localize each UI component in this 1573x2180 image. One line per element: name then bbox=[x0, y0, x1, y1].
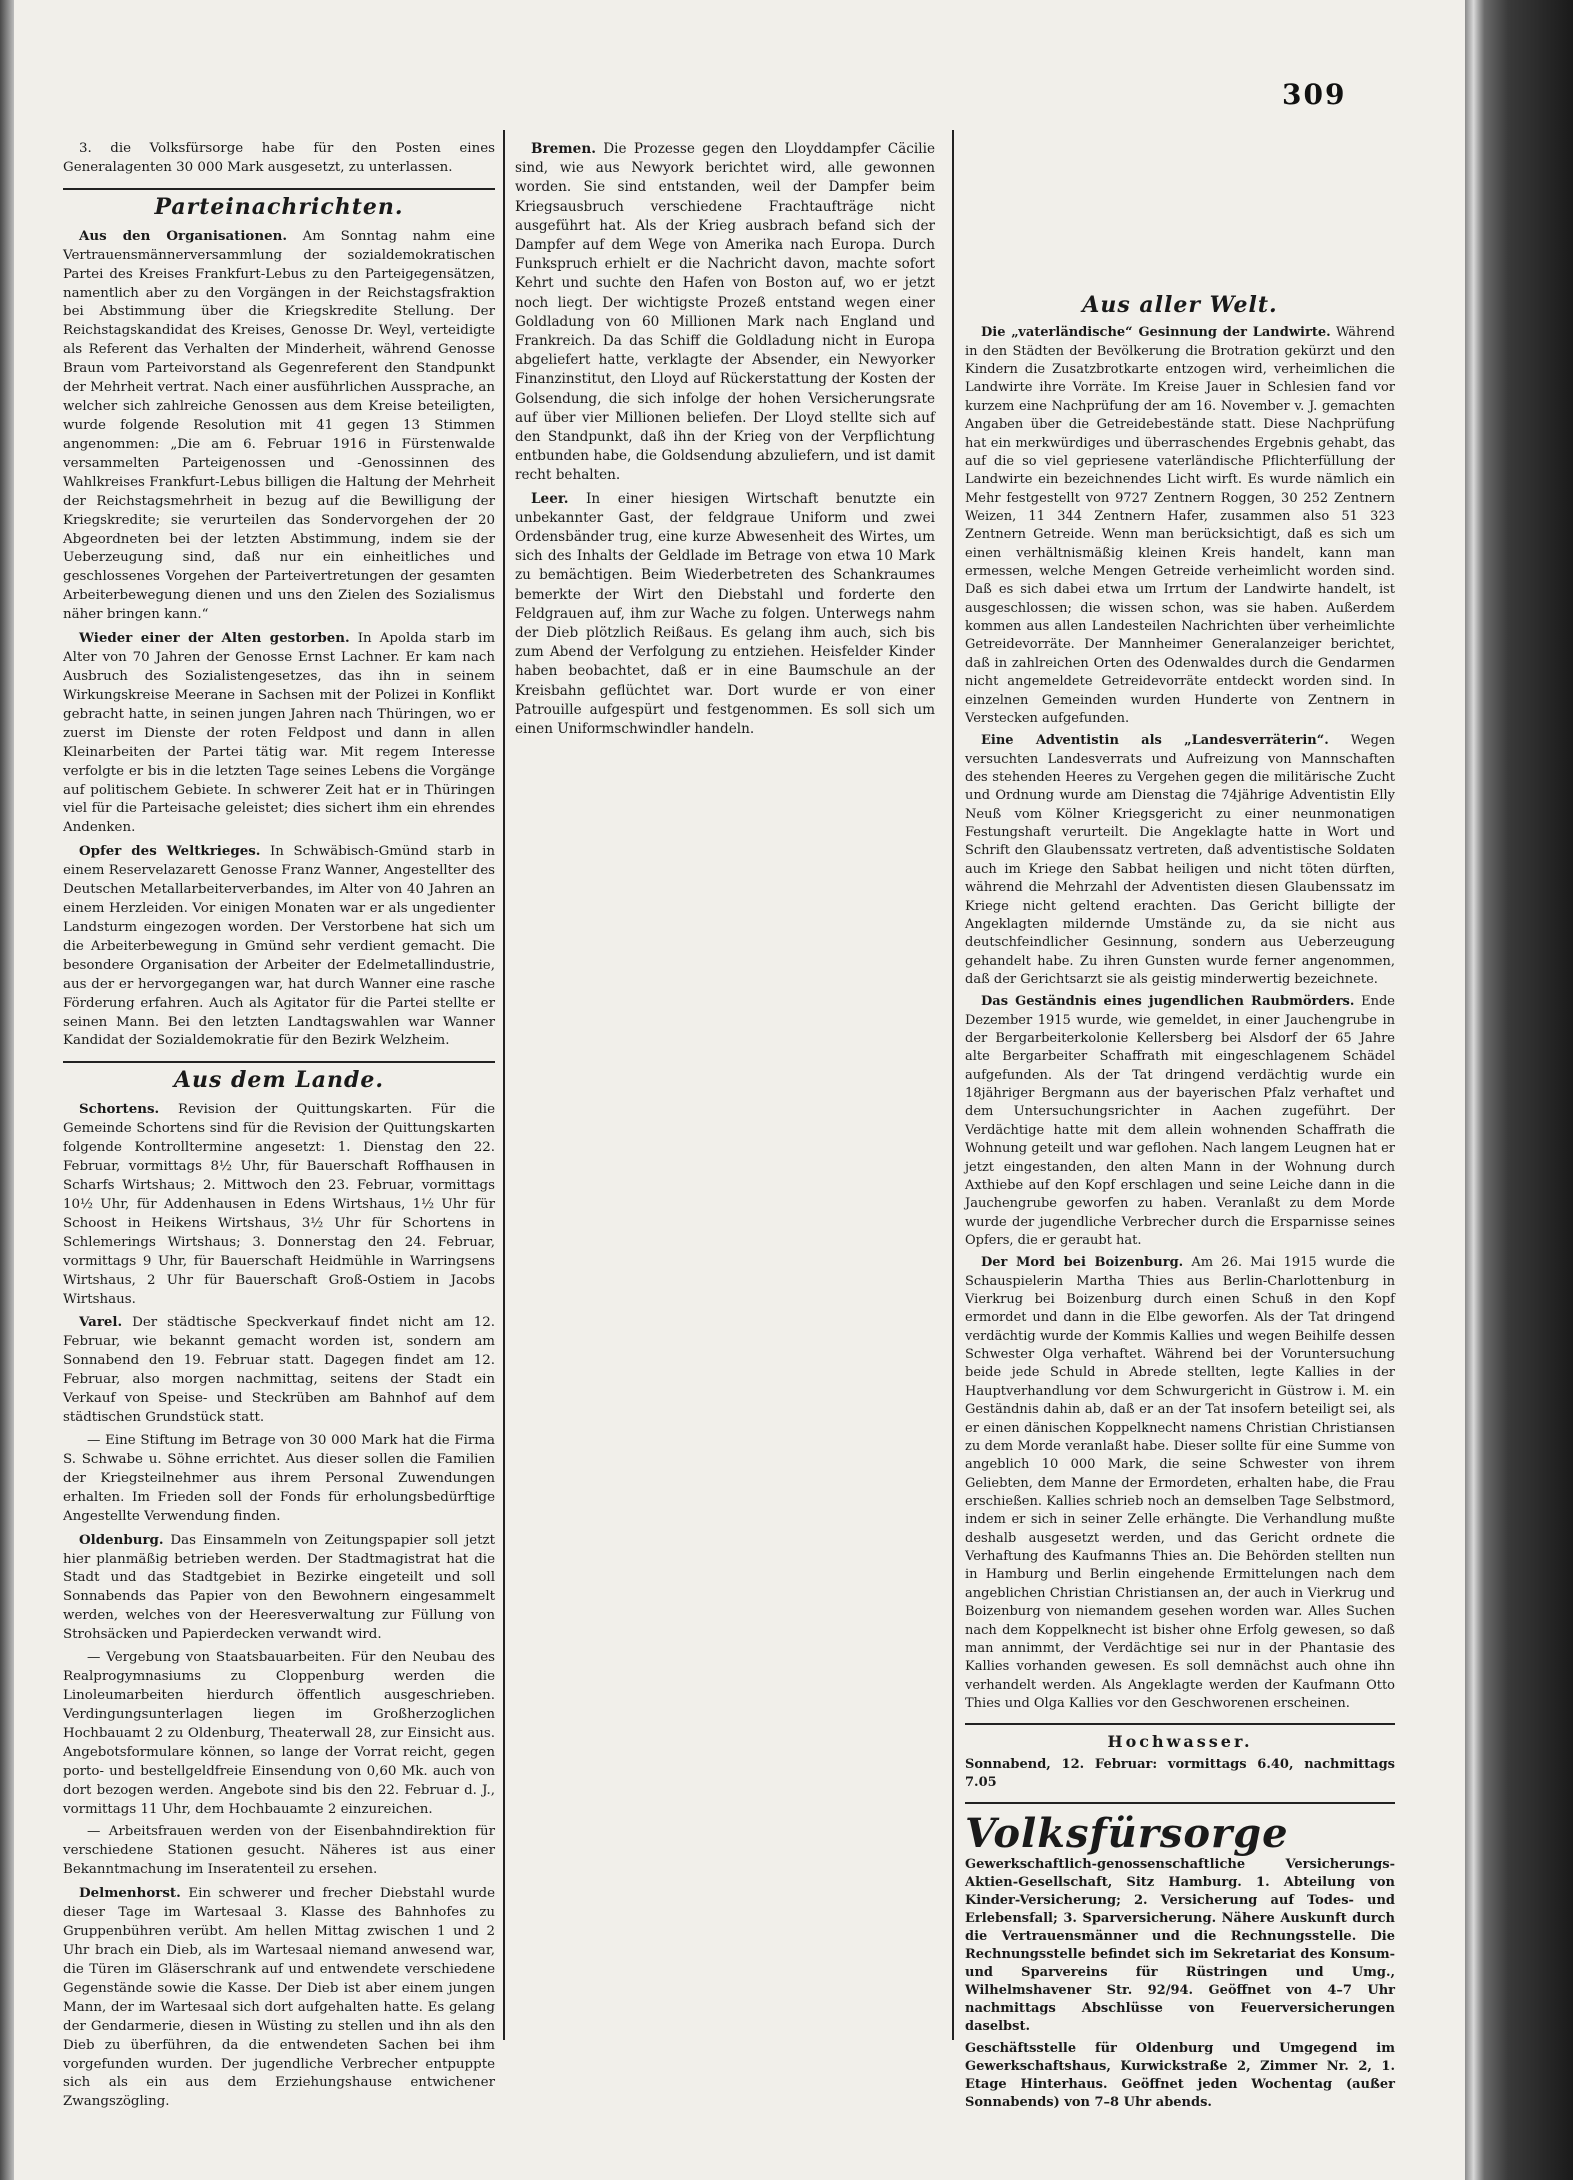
article-lead: Schortens. bbox=[79, 1101, 160, 1118]
article-lead: Eine Adventistin als „Landesverräterin“. bbox=[981, 733, 1329, 749]
article-adventistin bbox=[965, 732, 1395, 989]
page-binding-edge bbox=[0, 0, 14, 2180]
article-lead: Oldenburg. bbox=[79, 1531, 164, 1548]
page-number: 309 bbox=[1282, 78, 1347, 111]
article-staatsbauarbeiten: — Vergebung von Staatsbauarbeiten. Für den Neubau des Realprogymnasiums zu Cloppenburg werden die Linoleumarbeiten hierdurch öffentlich ausgeschrieben. Verdingungsunterlagen liegen im Großherzoglichen Hochbauamt 2 zu Oldenburg, Theaterwall 28, zur Einsicht aus. Angebotsformulare können, so lange der Vorrat reicht, gegen porto- und bestellgeldfreie Einsendung von 0,60 Mk. auch von dort bezogen werden. Angebote sind bis den 22. Februar d. J., vormittags 11 Uhr, dem Hochbauamte 2 einzureichen. bbox=[63, 1650, 495, 1817]
article-mord-boizenburg bbox=[965, 1254, 1395, 1713]
article-body: In Apolda starb im Alter von 70 Jahren der Genosse Ernst Lachner. Er kam nach Ausbruch des Sozialistengesetzes, das ihn in seinem Wirkungskreise Meerane in Sachsen mit der Polizei in Konflikt gebracht hatte, in seinen jungen Jahren nach Thüringen, wo er zuerst im Dienste der roten Feldpost und dann in allen Kleinarbeiten der Partei tätig war. Mit regem Interesse verfolgte er bis in die letzten Tage seines Lebens die Vorgänge auf politischem Gebiete. In schwerer Zeit hat er in Thüringen viel für die Parteisache geleistet; dies sichert ihm ein ehrendes Andenken. bbox=[63, 631, 496, 836]
article-schortens bbox=[63, 1100, 495, 1309]
article-body: In Schwäbisch-Gmünd starb in einem Reservelazarett Genosse Franz Wanner, Angestellter des Deutschen Metallarbeiterverbandes, im Alter von 40 Jahren an einem Herzleiden. Vor einigen Monaten war er als ungedienter Landsturm eingezogen worden. Der Verstorbene hat sich um die Arbeiterbewegung in Gmünd sehr verdient gemacht. Die besondere Organisation der Arbeiter der Edelmetallindustrie, aus der er hervorgegangen war, hat durch Wanner eine rasche Förderung erfahren. Auch als Agitator für die Partei stellte er seinen Mann. Bei den letzten Landtagswahlen war Wanner Kandidat der Sozialdemokratie für den Bezirk Welzheim. bbox=[63, 844, 495, 1049]
article-body: Der städtische Speckverkauf findet nicht am 12. Februar, wie bekannt gemacht worden ist, sondern am Sonnabend den 19. Februar statt. Dagegen findet am 12. Februar, also morgen nachmittag, seitens der Stadt ein Verkauf von Speise- und Steckrüben am Bahnhof auf dem städtischen Grundstück statt. bbox=[63, 1315, 495, 1426]
column-1 bbox=[63, 140, 495, 2116]
hochwasser-title: Hochwasser. bbox=[1107, 1732, 1253, 1752]
article-raubmoerder bbox=[965, 993, 1395, 1250]
article-opfer-weltkrieg bbox=[63, 842, 495, 1051]
divider bbox=[63, 1061, 495, 1063]
ad-brand-logo: Volksfürsorge bbox=[965, 1810, 1289, 1858]
article-body: Die Prozesse gegen den Lloyddampfer Cäcilie sind, wie aus Newyork berichtet wird, alle gewonnen worden. Sie sind entstanden, weil der Dampfer beim Kriegsausbruch verschiedene Frachtaufträge nicht ausgeführt hat. Als der Krieg ausbrach befand sich der Dampfer auf dem Wege von Amerika nach Europa. Durch Funkspruch erhielt er die Nachricht davon, machte sofort Kehrt und suchte den Hafen von Boston auf, wo er jetzt noch liegt. Der wichtigste Prozeß entstand wegen einer Goldladung von 60 Millionen Mark nach England und Frankreich. Da das Schiff die Goldladung nicht in Europa abgeliefert hatte, verklagte der Absender, ein Newyorker Finanzinstitut, den Lloyd auf Rückerstattung der Kosten der Golsendung, die sich infolge der hohen Versicherungsrate auf über vier Millionen beliefen. Der Lloyd stellte sich auf den Standpunkt, daß ihn der Krieg von der Verpflichtung entbunden habe, die Goldsendung abzuliefern, und ist damit recht behalten. bbox=[515, 141, 935, 484]
article-stiftung: — Eine Stiftung im Betrage von 30 000 Mark hat die Firma S. Schwabe u. Söhne errichtet. Aus dieser sollen die Familien der Kriegsteilnehmer aus ihrem Personal Zuwendungen erhalten. Im Frieden soll der Fonds für erholungsbedürftige Angestellte Verwendung finden. bbox=[63, 1433, 495, 1524]
article-arbeitsfrauen: — Arbeitsfrauen werden von der Eisenbahndirektion für verschiedene Stationen gesucht. Näheres ist aus einer Bekanntmachung im Inseratenteil zu ersehen. bbox=[63, 1824, 495, 1878]
article-lead: Bremen. bbox=[531, 141, 596, 157]
article-body: Wegen versuchten Landesverrats und Aufreizung von Mannschaften des stehenden Heeres zu Vergehen gegen die militärische Zucht und Ordnung wurde am Dienstag die 74jährige Adventistin Elly Neuß vom Kölner Kriegsgericht zu einer neunmonatigen Festungshaft verurteilt. Die Angeklagte hatte in Wort und Schrift den Glaubenssatz vertreten, daß adventistische Soldaten auch im Kriege den Sabbat heiligen und nicht töten dürften, während die Mehrzahl der Adventisten diesen Glaubenssatz im Kriege nicht geltend erachten. Das Gericht billigte der Angeklagten mildernde Umstände zu, da sie nicht aus deutschfeindlicher Gesinnung, sondern aus Ueberzeugung gehandelt habe. Zu ihren Gunsten wurde ferner angenommen, daß der Gerichtsarzt sie als geistig minderwertig bezeichnete. bbox=[965, 733, 1395, 987]
ad-office: Geschäftsstelle für Oldenburg und Umgegend im Gewerkschaftshaus, Kurwickstraße 2, Zimmer Nr. 2, 1. Etage Hinterhaus. Geöffnet jeden Wochentag (außer Sonnabends) von 7–8 Uhr abends. bbox=[965, 2041, 1395, 2111]
article-body: Ende Dezember 1915 wurde, wie gemeldet, in einer Jauchengrube in der Bergarbeiterkolonie Kellersberg bei Alsdorf der 65 Jahre alte Bergarbeiter Schaffrath mit eingeschlagenem Schädel aufgefunden. Als der Tat dringend verdächtig wurde ein 18jähriger Bergmann aus der bayerischen Pfalz verhaftet und dem Untersuchungsrichter in Aachen zugeführt. Der Verdächtige hatte mit dem allein wohnenden Schaffrath die Wohnung geteilt und war geflohen. Nach langem Leugnen hat er jetzt eingestanden, den alten Mann in der Wohnung durch Axthiebe auf den Kopf erschlagen und seine Leiche dann in die Jauchengrube geworfen zu haben. Veranlaßt zu dem Morde wurde der jugendliche Verbrecher durch die Ersparnisse seines Opfers, die er geraubt hat. bbox=[965, 994, 1395, 1248]
intro-text: 3. die Volksfürsorge habe für den Posten eines Generalagenten 30 000 Mark ausgesetzt, zu unterlassen. bbox=[63, 141, 495, 175]
article-lead: Leer. bbox=[531, 490, 569, 507]
volksfuersorge-ad bbox=[965, 1812, 1395, 2112]
article-organisationen bbox=[63, 227, 495, 625]
section-title-aus-aller-welt: Aus aller Welt. bbox=[1082, 292, 1278, 318]
article-lead: Der Mord bei Boizenburg. bbox=[981, 1255, 1184, 1271]
divider bbox=[965, 1723, 1395, 1725]
article-body: Das Einsammeln von Zeitungspapier soll jetzt hier planmäßig betrieben werden. Der Stadtmagistrat hat die Stadt und das Stadtgebiet in Bezirke eingeteilt und soll Sonnabends das Papier von den Bewohnern eingesammelt werden, welches von der Heeresverwaltung zur Füllung von Strohsäcken und Papierdecken verwandt wird. bbox=[63, 1532, 495, 1643]
article-body: Revision der Quittungskarten. Für die Gemeinde Schortens sind für die Revision der Quittungskarten folgende Kontrolltermine angesetzt: 1. Dienstag den 22. Februar, vormittags 8½ Uhr, für Bauerschaft Roffhausen in Scharfs Wirtshaus; 2. Mittwoch den 23. Februar, vormittags 10½ Uhr, für Addenhausen in Edens Wirtshaus, 1½ Uhr für Schoost in Heikens Wirtshaus, 3½ Uhr für Schortens in Schlemerings Wirtshaus; 3. Donnerstag den 24. Februar, vormittags 9 Uhr, für Bauerschaft Heidmühle in Warringsens Wirtshaus, 2 Uhr für Bauerschaft Groß-Ostiem in Jacobs Wirtshaus. bbox=[63, 1102, 495, 1307]
article-oldenburg bbox=[63, 1531, 495, 1646]
article-delmenhorst bbox=[63, 1884, 495, 2112]
article-landwirte bbox=[965, 324, 1395, 728]
article-body: Während in den Städten der Bevölkerung die Brotration gekürzt und den Kindern die Zusatzbrotkarte entzogen wird, verheimlichen die Landwirte ihre Vorräte. Im Kreise Jauer in Schlesien fand vor kurzem eine Nachprüfung der am 16. November v. J. gemachten Angaben über die Getreidebestände statt. Diese Nachprüfung hat ein merkwürdiges und überraschendes Ergebnis gehabt, das auf die so viel gepriesene vaterländische Pflichterfüllung der Landwirte ein bezeichnendes Licht wirft. Es wurde nämlich ein Mehr festgestellt von 9727 Zentnern Roggen, 30 252 Zentnern Weizen, 11 344 Zentnern Hafer, zusammen also 51 323 Zentnern Getreide. Wenn man berücksichtigt, daß es sich um einen verhältnismäßig kleinen Kreis handelt, kann man ermessen, welche Mengen Getreide verheimlicht worden sind. Daß es sich dabei etwa um Irrtum der Landwirte handelt, ist ausgeschlossen; die wissen schon, was sie haben. Außerdem kommen aus allen Landesteilen Nachrichten über verheimlichte Getreidevorräte. Der Mannheimer Generalanzeiger berichtet, daß in zahlreichen Orten des Odenwaldes durch die Gendarmen nicht angemeldete Getreidevorräte entdeckt worden sind. In einzelnen Gemeinden wurden Hunderte von Zentnern in Verstecken aufgefunden. bbox=[965, 325, 1395, 726]
section-title-aus-dem-lande: Aus dem Lande. bbox=[173, 1067, 385, 1094]
column-3 bbox=[965, 290, 1395, 2112]
article-alter-gestorben bbox=[63, 629, 495, 838]
article-varel bbox=[63, 1313, 495, 1428]
article-body: Am Sonntag nahm eine Vertrauensmännerversammlung der sozialdemokratischen Partei des Kreises Frankfurt-Lebus zu den Parteigegensätzen, namentlich aber zu den Vorgängen in der Reichstagsfraktion bei Abstimmung über die Kriegskredite Stellung. Der Reichstagskandidat des Kreises, Genosse Dr. Weyl, verteidigte als Referent das Verhalten der Minderheit, während Genosse Braun vom Parteivorstand als Gegenreferent den Standpunkt der Mehrheit vertrat. Nach einer ausführlichen Aussprache, an welcher sich zahlreiche Genossen aus dem Kreise beteiligten, wurde folgende Resolution mit 41 gegen 13 Stimmen angenommen: „Die am 6. Februar 1916 in Fürstenwalde versammelten Parteigenossen und -Genossinnen des Wahlkreises Frankfurt-Lebus billigen die Haltung der Mehrheit der Reichstagsmehrheit in bezug auf die Bewilligung der Kriegskredite; sie verurteilen das Sondervorgehen der 20 Abgeordneten bei der letzten Abstimmung, indem sie der Ueberzeugung sind, daß nur ein einheitliches und geschlossenes Vorgehen der Parteivertretungen der gesamten Arbeiterbewegung dienen und uns den Zielen des Sozialismus näher bringen kann.“ bbox=[63, 228, 495, 623]
book-edge bbox=[1465, 0, 1573, 2180]
column-rule bbox=[503, 130, 505, 2040]
article-lead: Wieder einer der Alten gestorben. bbox=[79, 630, 350, 647]
column-2 bbox=[515, 140, 935, 743]
ad-text: Gewerkschaftlich-genossenschaftliche Versicherungs-Aktien-Gesellschaft, Sitz Hamburg. 1. Abteilung von Kinder-Versicherung; 2. Versicherung auf Todes- und Erlebensfall; 3. Sparversicherung. Nähere Auskunft durch die Vertrauensmänner und die Rechnungsstelle. Die Rechnungsstelle befindet sich im Sekretariat des Konsum- und Sparvereins für Rüstringen und Umg., Wilhelmshavener Str. 92/94. Geöffnet von 4–7 Uhr nachmittags Abschlüsse von Feuerversicherungen daselbst. bbox=[965, 1857, 1395, 2035]
divider bbox=[63, 188, 495, 190]
column-rule bbox=[952, 130, 954, 2040]
article-body: In einer hiesigen Wirtschaft benutzte ein unbekannter Gast, der feldgraue Uniform und zwei Ordensbänder trug, eine kurze Abwesenheit des Wirtes, um sich des Inhalts der Geldlade im Betrage von etwa 10 Mark zu bemächtigen. Beim Wiederbetreten des Schankraumes bemerkte der Wirt den Diebstahl und forderte den Feldgrauen auf, ihm zur Wache zu folgen. Unterwegs nahm der Dieb plötzlich Reißaus. Es gelang ihm auch, sich bis zum Abend der Verfolgung zu entziehen. Heisfelder Kinder haben beobachtet, daß er in eine Baumschule an der Kreisbahn geflüchtet war. Dort wurde er von einer Patrouille aufgespürt und festgenommen. Es soll sich um einen Uniformschwindler handeln. bbox=[515, 490, 935, 738]
hochwasser-times: Sonnabend, 12. Februar: vormittags 6.40, nachmittags 7.05 bbox=[965, 1756, 1395, 1791]
article-lead: Delmenhorst. bbox=[79, 1885, 181, 1902]
article-body: Am 26. Mai 1915 wurde die Schauspielerin Martha Thies aus Berlin-Charlottenburg in Vierkrug bei Boizenburg durch einen Schuß in den Kopf ermordet und dann in die Elbe geworfen. Als der Tat dringend verdächtig wurde der Kommis Kallies und wegen Beihilfe dessen Schwester Olga verhaftet. Während bei der Voruntersuchung beide jede Schuld in Abrede stellten, legte Kallies in der Hauptverhandlung vor dem Schwurgericht in Güstrow i. M. ein Geständnis dahin ab, daß er an der Tat insofern beteiligt sei, als er einen dänischen Koppelknecht namens Christian Christiansen zu dem Morde veranlaßt habe. Dieser sollte für eine Summe von angeblich 10 000 Mark, die seine Schwester von ihrem Geliebten, dem Manne der Ermordeten, erhalten habe, die Frau erschießen. Kallies schrieb noch an demselben Tage Selbstmord, indem er sich in seiner Zelle erhängte. Die Verhandlung mußte deshalb ausgesetzt werden, und das Gericht ordnete die Verhaftung des Kaufmanns Thies an. Die Behörden stellten nun in Hamburg und Berlin eingehende Ermittelungen nach dem angeblichen Christian Christiansen an, der auch in Vierkrug und Boizenburg von niemandem gesehen worden war. Alles Suchen nach dem Koppelknecht ist bisher ohne Erfolg gewesen, so daß man annimmt, der Verdächtige sei nur in der Phantasie des Kallies vorhanden gewesen. Es soll demnächst auch ohne ihn verhandelt werden. Als Angeklagte werden der Kaufmann Otto Thies und Olga Kallies vor den Geschworenen erscheinen. bbox=[965, 1255, 1395, 1711]
article-lead: Aus den Organisationen. bbox=[79, 227, 287, 244]
article-body: Ein schwerer und frecher Diebstahl wurde dieser Tage im Wartesaal 3. Klasse des Bahnhofes zu Gruppenbühren verübt. Am hellen Mittag zwischen 1 und 2 Uhr brach ein Dieb, als im Wartesaal niemand anwesend war, die Türen im Gläserschrank auf und entwendete verschiedene Gegenstände sowie die Kasse. Der Dieb ist aber einem jungen Mann, der im Wartesaal sich dort aufgehalten hatte. Es gelang der Gendarmerie, diesen in Wüsting zu stellen und ihn als den Dieb zu überführen, da die entwendeten Sachen bei ihm vorgefunden wurden. Der jugendliche Verbrecher entpuppte sich als ein aus dem Erziehungshause entwichener Zwangszögling. bbox=[63, 1886, 495, 2110]
divider bbox=[965, 1802, 1395, 1804]
article-lead: Opfer des Weltkrieges. bbox=[79, 843, 261, 860]
article-lead: Varel. bbox=[79, 1314, 123, 1331]
article-lead: Das Geständnis eines jugendlichen Raubmörders. bbox=[981, 994, 1355, 1010]
section-title-parteinachrichten: Parteinachrichten. bbox=[154, 193, 404, 220]
article-lead: Die „vaterländische“ Gesinnung der Landwirte. bbox=[981, 325, 1331, 341]
article-bremen bbox=[515, 140, 935, 486]
article-leer bbox=[515, 490, 935, 740]
